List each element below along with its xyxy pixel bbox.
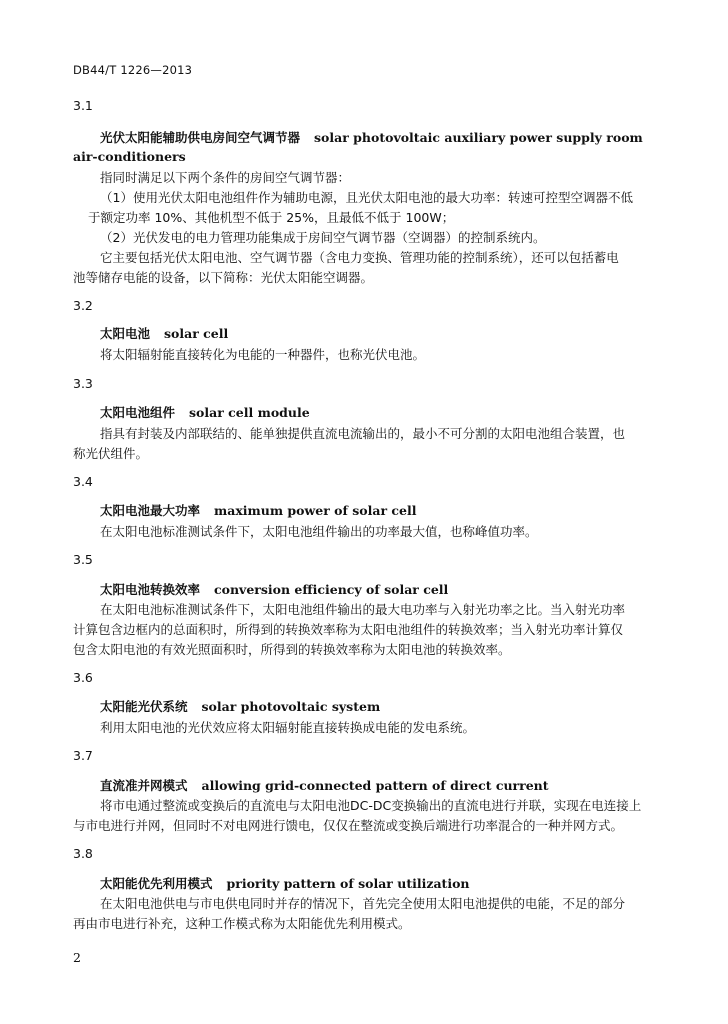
section-number: 3.8 bbox=[73, 846, 93, 861]
term-zh: 太阳能光伏系统 bbox=[100, 699, 188, 714]
definition-line: 在太阳电池标准测试条件下，太阳电池组件输出的功率最大值，也称峰值功率。 bbox=[100, 524, 538, 539]
term-heading bbox=[100, 697, 380, 715]
section-number: 3.4 bbox=[73, 474, 93, 489]
section-number: 3.3 bbox=[73, 376, 93, 391]
term-zh: 光伏太阳能辅助供电房间空气调节器 bbox=[100, 130, 301, 145]
definition-line: 于额定功率 10%、其他机型不低于 25%，且最低不低于 100W； bbox=[88, 210, 455, 225]
definition-line: 指具有封装及内部联结的、能单独提供直流电流输出的，最小不可分割的太阳电池组合装置，也 bbox=[100, 426, 626, 441]
definition-line: （2）光伏发电的电力管理功能集成于房间空气调节器（空调器）的控制系统内。 bbox=[100, 230, 546, 245]
definition-line: 与市电进行并网，但同时不对电网进行馈电，仅仅在整流或变换后端进行功率混合的一种并网方式。 bbox=[73, 818, 624, 833]
definition-line: 称光伏组件。 bbox=[73, 446, 149, 461]
term-en: maximum power of solar cell bbox=[214, 503, 417, 518]
term-zh: 太阳电池 bbox=[100, 326, 151, 341]
section-number: 3.7 bbox=[73, 748, 93, 763]
term-zh: 直流准并网模式 bbox=[100, 778, 188, 793]
definition-line: 在太阳电池标准测试条件下，太阳电池组件输出的最大电功率与入射光功率之比。当入射光功率 bbox=[100, 602, 626, 617]
section-number: 3.1 bbox=[73, 98, 93, 113]
definition-line: 将市电通过整流或变换后的直流电与太阳电池DC-DC变换输出的直流电进行并联，实现在电连接上 bbox=[100, 798, 642, 813]
term-heading bbox=[100, 324, 228, 342]
page-number: 2 bbox=[73, 950, 81, 965]
term-en-continuation: air-conditioners bbox=[73, 149, 186, 164]
term-en: priority pattern of solar utilization bbox=[226, 876, 470, 891]
term-en: solar cell bbox=[164, 326, 229, 341]
term-en: solar photovoltaic auxiliary power supply room bbox=[314, 130, 643, 145]
term-zh: 太阳电池转换效率 bbox=[100, 582, 201, 597]
definition-line: 它主要包括光伏太阳电池、空气调节器（含电力变换、管理功能的控制系统），还可以包括蓄电 bbox=[100, 250, 619, 265]
term-heading bbox=[100, 128, 643, 146]
section-number: 3.5 bbox=[73, 552, 93, 567]
term-heading bbox=[100, 776, 549, 794]
definition-line: 包含太阳电池的有效光照面积时，所得到的转换效率称为太阳电池的转换效率。 bbox=[73, 642, 511, 657]
term-heading bbox=[100, 403, 310, 421]
term-en: solar cell module bbox=[189, 405, 310, 420]
definition-line: （1）使用光伏太阳电池组件作为辅助电源，且光伏太阳电池的最大功率：转速可控型空调器不低 bbox=[100, 190, 633, 205]
term-zh: 太阳电池组件 bbox=[100, 405, 176, 420]
term-zh: 太阳能优先利用模式 bbox=[100, 876, 213, 891]
definition-line: 池等储存电能的设备，以下简称：光伏太阳能空调器。 bbox=[73, 270, 374, 285]
term-heading bbox=[100, 874, 470, 892]
term-en: solar photovoltaic system bbox=[201, 699, 381, 714]
definition-line: 在太阳电池供电与市电供电同时并存的情况下，首先完全使用太阳电池提供的电能，不足的部分 bbox=[100, 896, 626, 911]
section-number: 3.2 bbox=[73, 298, 93, 313]
definition-line: 指同时满足以下两个条件的房间空气调节器： bbox=[100, 170, 351, 185]
term-zh: 太阳电池最大功率 bbox=[100, 503, 201, 518]
definition-line: 将太阳辐射能直接转化为电能的一种器件，也称光伏电池。 bbox=[100, 347, 426, 362]
term-heading bbox=[100, 501, 416, 519]
section-number: 3.6 bbox=[73, 670, 93, 685]
term-en: allowing grid-connected pattern of direct current bbox=[201, 778, 549, 793]
definition-line: 利用太阳电池的光伏效应将太阳辐射能直接转换成电能的发电系统。 bbox=[100, 720, 476, 735]
term-heading bbox=[100, 580, 448, 598]
standard-code-header: DB44/T 1226—2013 bbox=[73, 63, 193, 77]
term-en: conversion efficiency of solar cell bbox=[214, 582, 449, 597]
definition-line: 计算包含边框内的总面积时，所得到的转换效率称为太阳电池组件的转换效率；当入射光功率计算仅 bbox=[73, 622, 624, 637]
definition-line: 再由市电进行补充，这种工作模式称为太阳能优先利用模式。 bbox=[73, 916, 411, 931]
